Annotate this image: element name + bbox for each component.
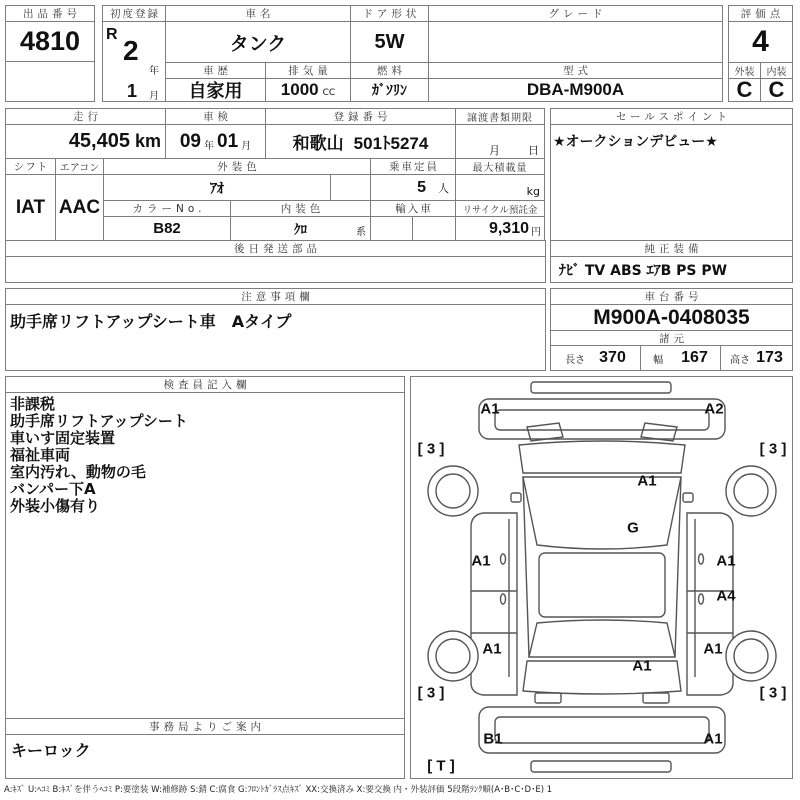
right-headlight [641, 423, 677, 441]
displacement-value: 1000 [280, 80, 319, 99]
aircon-label: エアコン [55, 158, 104, 175]
interior-grade-value: C [760, 78, 793, 102]
max-load-label: 最大積載量 [455, 158, 545, 175]
usage-history-label: 車歴 [165, 62, 266, 79]
windshield [523, 477, 681, 549]
specs-height-cell [720, 345, 793, 371]
inspection-month: 01 [217, 130, 239, 152]
door-type-label: ドア形状 [350, 5, 429, 22]
damage-mark-right-rear-door: A4 [716, 587, 736, 605]
recycle-fee-cell [455, 216, 545, 241]
grade-value [428, 21, 723, 63]
right-front-door-handle [699, 554, 704, 564]
damage-mark-rear-right: A1 [703, 730, 723, 748]
mileage-value: 45,405 [68, 130, 130, 152]
plate-number: 501ﾄ5274 [353, 134, 429, 153]
inspector-label: 検査員記入欄 [5, 376, 405, 393]
mileage-unit: km [134, 131, 161, 151]
imported-value-a [370, 216, 413, 241]
interior-grade-label: 内装 [760, 62, 793, 79]
damage-mark-hood: A1 [637, 472, 657, 490]
rear-window [529, 620, 675, 657]
roof [539, 553, 665, 617]
parts-later-value [5, 256, 546, 283]
imported-label: 輸入車 [370, 200, 456, 217]
tire-mark-front-left: [ 3 ] [417, 440, 445, 458]
inspection-cell [165, 124, 266, 159]
front-bumper [479, 399, 725, 439]
list-item: 非課税 [10, 395, 56, 413]
interior-color-value: ｸﾛ [294, 223, 307, 238]
mileage-label: 走行 [5, 108, 166, 125]
exterior-grade-label: 外装 [728, 62, 761, 79]
door-type-value: 5W [350, 21, 429, 63]
recycle-fee-label: リサイクル預託金 [455, 200, 545, 217]
chassis-label: 車台番号 [550, 288, 793, 305]
shift-label: シフト [5, 158, 56, 175]
shift-value: IAT [5, 174, 56, 241]
right-rear-door-handle [699, 594, 704, 604]
plate-cell [265, 124, 456, 159]
left-rear-light [535, 693, 561, 703]
rear-bumper [479, 707, 725, 753]
inspection-month-unit: 月 [241, 141, 252, 152]
car-name-value: タンク [165, 21, 351, 63]
first-registration-era: R [106, 26, 118, 43]
damage-mark-right-front-door: A1 [716, 552, 736, 570]
interior-color-cell [230, 216, 371, 241]
tire-mark-rear-right: [ 3 ] [759, 684, 787, 702]
specs-width-value: 167 [681, 349, 708, 366]
front-bar [531, 382, 671, 393]
specs-width-cell [640, 345, 721, 371]
equipment-value: ﾅﾋﾞ TV ABS ｴｱB PS PW [550, 256, 793, 283]
office-label: 事務局よりご案内 [5, 718, 405, 735]
plate-label: 登録番号 [265, 108, 456, 125]
list-item: 助手席リフトアップシート [10, 412, 188, 430]
rear-bumper-inner [495, 717, 709, 743]
capacity-cell [370, 174, 456, 201]
tire-mark-rear-left: [ 3 ] [417, 684, 445, 702]
damage-mark-rear-left: B1 [483, 730, 503, 748]
inspection-year: 09 [179, 130, 201, 152]
inspector-notes [5, 392, 405, 719]
imported-value-b [412, 216, 456, 241]
fuel-label: 燃料 [350, 62, 429, 79]
damage-mark-front-right: A2 [704, 400, 724, 418]
color-no-label: カラーNo. [103, 200, 231, 217]
parts-later-label: 後日発送部品 [5, 240, 546, 257]
max-load-unit: kg [526, 185, 540, 198]
transfer-deadline-cell [455, 124, 545, 159]
chassis-value: M900A-0408035 [550, 304, 793, 331]
transfer-deadline-label: 譲渡書類期限 [455, 108, 545, 125]
capacity-unit: 人 [438, 181, 449, 195]
exterior-color-sub [330, 174, 371, 201]
specs-width-label: 幅 [653, 354, 664, 366]
office-value: キーロック [5, 734, 405, 779]
lot-number-value: 4810 [5, 21, 95, 62]
interior-color-label: 内装色 [230, 200, 371, 217]
specs-length-value: 370 [599, 349, 626, 366]
specs-length-label: 長さ [565, 354, 586, 366]
rear-bar [531, 761, 671, 772]
damage-mark-windshield: G [627, 519, 639, 537]
left-headlight [527, 423, 563, 441]
capacity-value: 5 [417, 178, 426, 196]
lot-number-blank [5, 61, 95, 102]
first-registration-label: 初度登録 [102, 5, 166, 22]
transfer-deadline-day-unit: 日 [528, 144, 539, 157]
rear-hatch [523, 661, 681, 694]
damage-mark-right-quarter: A1 [703, 640, 723, 658]
first-registration-year-unit: 年 [149, 66, 159, 77]
max-load-cell [455, 174, 545, 201]
damage-mark-left-quarter: A1 [482, 640, 502, 658]
first-registration-year: 2 [123, 35, 139, 66]
exterior-color-label: 外装色 [103, 158, 371, 175]
sales-point-label: セールスポイント [550, 108, 793, 125]
fuel-value: ｶﾞｿﾘﾝ [350, 78, 429, 102]
right-rear-light [643, 693, 669, 703]
mileage-cell [5, 124, 166, 159]
car-name-label: 車名 [165, 5, 351, 22]
left-side-panel [471, 513, 517, 695]
capacity-label: 乗車定員 [370, 158, 456, 175]
right-mirror [683, 493, 693, 502]
list-item: 外装小傷有り [10, 497, 101, 515]
list-item: バンパー下A [10, 480, 96, 498]
specs-height-value: 173 [756, 349, 783, 366]
damage-diagram [410, 376, 793, 779]
recycle-fee-value: 9,310 [488, 219, 529, 237]
notes-value: 助手席リフトアップシート車 Aタイプ [5, 304, 546, 371]
aircon-value: AAC [55, 174, 104, 241]
car-diagram-svg [411, 377, 792, 778]
damage-mark-front-left: A1 [480, 400, 500, 418]
model-code-label: 型式 [428, 62, 723, 79]
recycle-fee-unit: 円 [531, 227, 541, 238]
sales-point-value: ★オークションデビュー★ [550, 124, 793, 241]
hood [519, 441, 685, 473]
left-front-door-handle [501, 554, 506, 564]
spare-tire-mark: [ T ] [427, 757, 455, 775]
displacement-unit: CC [322, 88, 336, 98]
exterior-grade-value: C [728, 78, 761, 102]
displacement-label: 排気量 [265, 62, 351, 79]
list-item: 車いす固定装置 [10, 429, 116, 447]
score-value: 4 [728, 21, 793, 63]
exterior-color-value: ｱｵ [103, 174, 331, 201]
tire-mark-front-right: [ 3 ] [759, 440, 787, 458]
displacement-cell [265, 78, 351, 102]
damage-mark-rear-hatch: A1 [632, 657, 652, 675]
left-rear-door-handle [501, 594, 506, 604]
damage-mark-left-front-door: A1 [471, 552, 491, 570]
color-no-value: B82 [103, 216, 231, 241]
damage-code-legend: A:ｷｽﾞ U:ﾍｺﾐ B:ｷｽﾞを伴うﾍｺﾐ P:要塗装 W:補修跡 S:錆 C:腐食 G:ﾌﾛﾝﾄｶﾞﾗｽ点ｷｽﾞ XX:交換済み X:要交換 内・外装評価 5段階ﾗﾝｸ順(A･B･C･D･E) 1 [4, 785, 553, 795]
specs-height-label: 高さ [730, 354, 751, 366]
inspection-year-unit: 年 [204, 141, 214, 152]
left-mirror [511, 493, 521, 502]
inspection-label: 車検 [165, 108, 266, 125]
grade-label: グレード [428, 5, 723, 22]
equipment-label: 純正装備 [550, 240, 793, 257]
plate-region: 和歌山 [292, 134, 344, 154]
first-registration-month-unit: 月 [149, 91, 159, 102]
lot-number-label: 出品番号 [5, 5, 95, 22]
list-item: 室内汚れ、動物の毛 [10, 463, 146, 481]
list-item: 福祉車両 [10, 446, 71, 464]
specs-length-cell [550, 345, 641, 371]
transfer-deadline-month-unit: 月 [489, 144, 500, 157]
specs-label: 諸元 [550, 330, 793, 346]
first-registration-cell [102, 21, 166, 102]
interior-color-unit: 系 [356, 227, 366, 238]
first-registration-month: 1 [127, 81, 138, 101]
usage-history-value: 自家用 [165, 78, 266, 102]
notes-label: 注意事項欄 [5, 288, 546, 305]
score-label: 評価点 [728, 5, 793, 22]
model-code-value: DBA-M900A [428, 78, 723, 102]
